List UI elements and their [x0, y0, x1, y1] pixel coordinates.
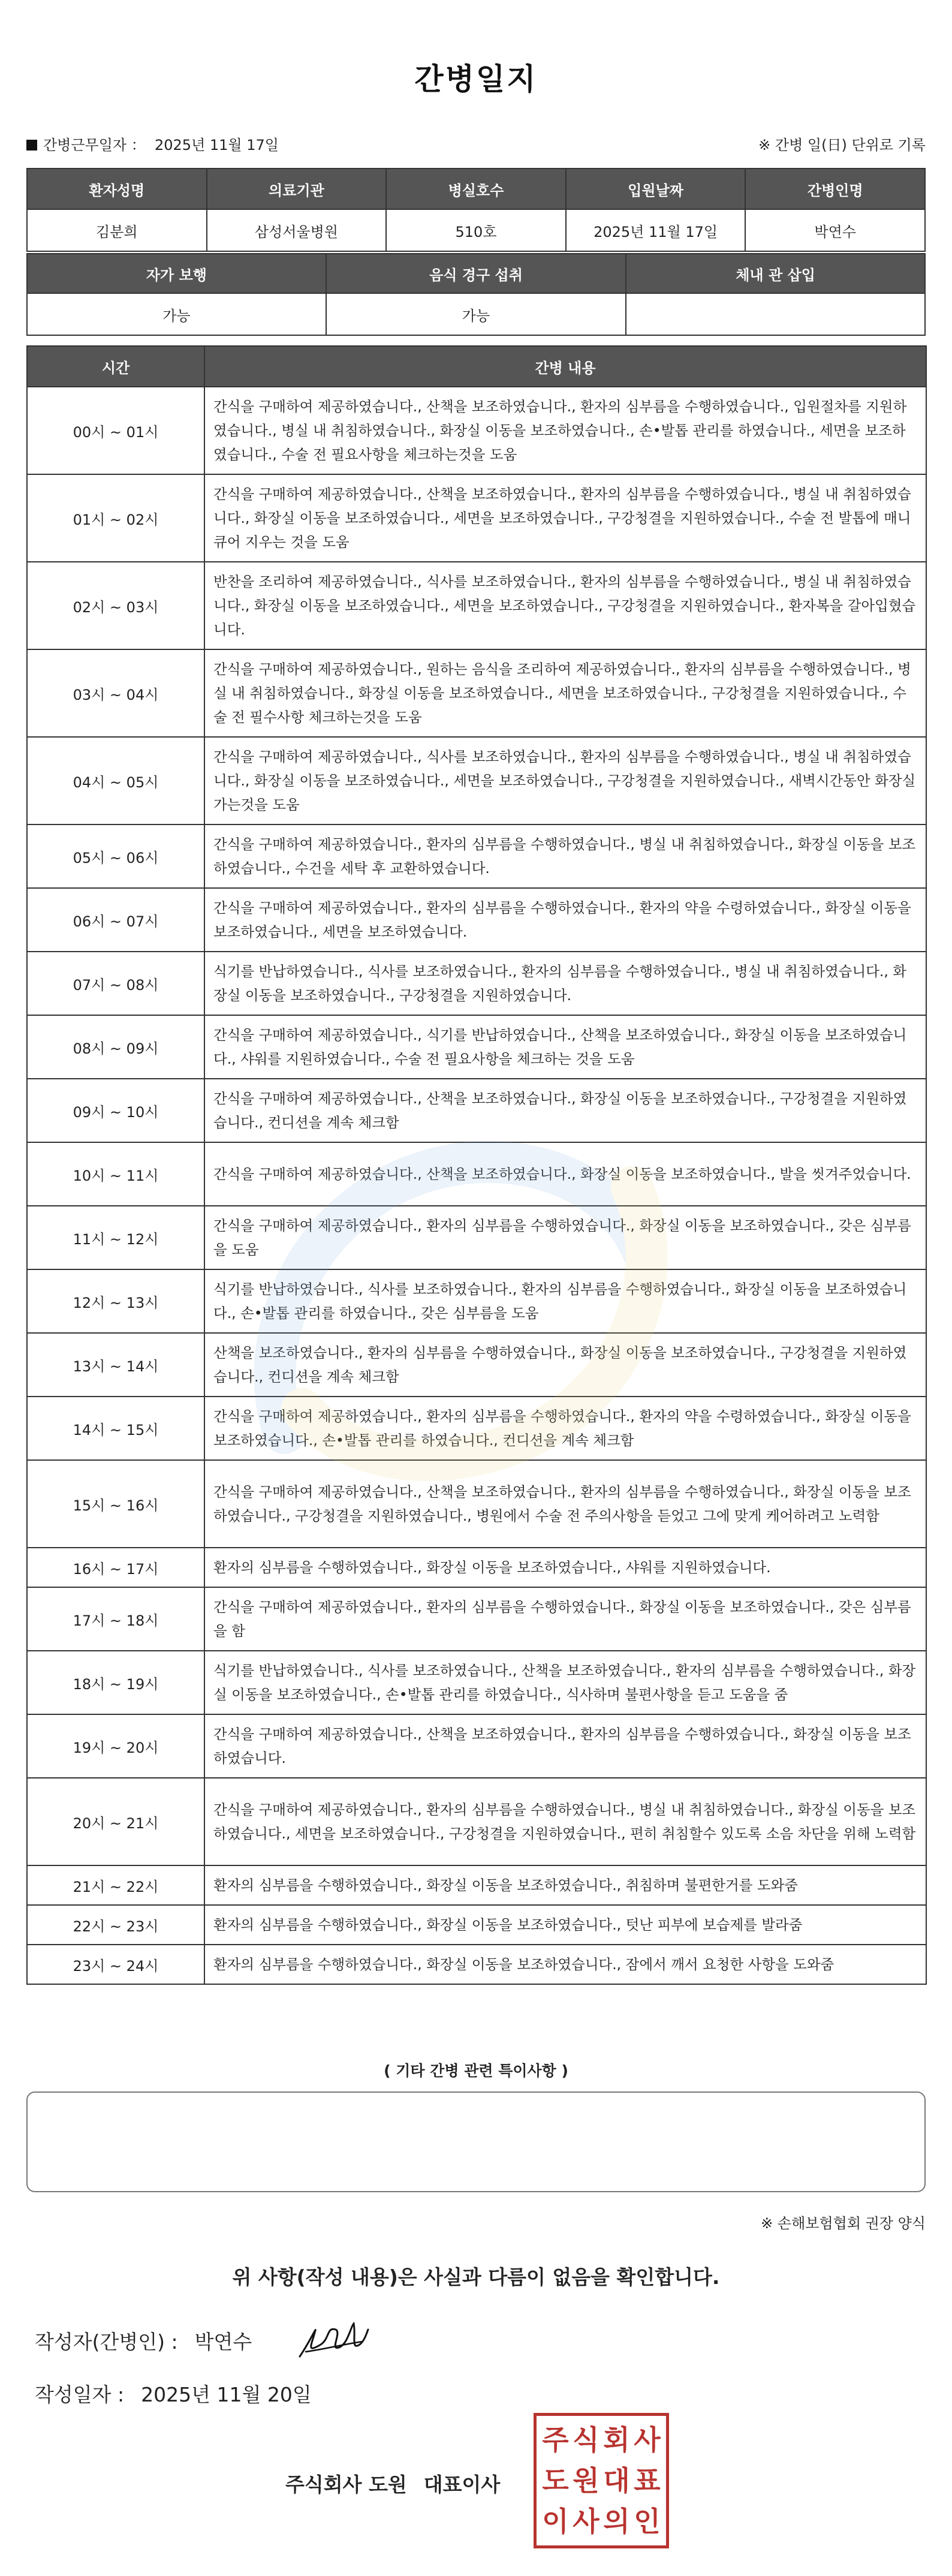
log-row — [27, 737, 926, 824]
confirmation-statement: 위 사항(작성 내용)은 사실과 다름이 없음을 확인합니다. — [232, 2265, 720, 2289]
square-bullet-icon — [26, 140, 37, 151]
log-content: 간식을 구매하여 제공하였습니다., 산책을 보조하였습니다., 환자의 심부름을 수행하였습니다., 화장실 이동을 보조하였습니다. — [204, 1714, 926, 1778]
log-time: 04시 ~ 05시 — [27, 737, 204, 824]
log-row — [27, 824, 926, 888]
signature-icon — [294, 2315, 372, 2369]
seal-char: 식 — [573, 2424, 599, 2456]
log-time: 14시 ~ 15시 — [27, 1397, 204, 1460]
log-content: 간식을 구매하여 제공하였습니다., 환자의 심부름을 수행하였습니다., 환자의 약을 수령하였습니다., 화장실 이동을 보조하였습니다., 손•발톱 관리를 하였습니다., 컨디션을 계속 체크함 — [204, 1397, 926, 1460]
oral-intake-value: 가능 — [326, 293, 626, 335]
log-time: 11시 ~ 12시 — [27, 1206, 204, 1269]
log-time: 10시 ~ 11시 — [27, 1142, 204, 1206]
log-content: 식기를 반납하였습니다., 식사를 보조하였습니다., 산책을 보조하였습니다., 환자의 심부름을 수행하였습니다., 화장실 이동을 보조하였습니다., 손•발톱 관리를 하였습니다., 식사하며 불편사항을 듣고 도움을 줌 — [204, 1651, 926, 1714]
log-content: 간식을 구매하여 제공하였습니다., 식기를 반납하였습니다., 산책을 보조하였습니다., 화장실 이동을 보조하였습니다., 샤워를 지원하였습니다., 수술 전 필요사항을 체크하는 것을 도움 — [204, 1015, 926, 1079]
log-content: 식기를 반납하였습니다., 식사를 보조하였습니다., 환자의 심부름을 수행하였습니다., 화장실 이동을 보조하였습니다., 손•발톱 관리를 하였습니다., 갖은 심부름을 도움 — [204, 1269, 926, 1333]
special-notes-title: ( 기타 간병 관련 특이사항 ) — [384, 2062, 568, 2080]
company-seal-icon — [534, 2413, 669, 2548]
caregiver-name: 박연수 — [745, 209, 925, 251]
log-row — [27, 888, 926, 952]
seal-char: 주 — [542, 2424, 569, 2456]
admission-date: 2025년 11월 17일 — [566, 209, 746, 251]
log-content: 간식을 구매하여 제공하였습니다., 원하는 음식을 조리하여 제공하였습니다., 환자의 심부름을 수행하였습니다., 병실 내 취침하였습니다., 화장실 이동을 보조하였습니다., 세면을 보조하였습니다., 구강청결을 지원하였습니다., 수술 전 필수사항 체크하는것을 도움 — [204, 649, 926, 737]
log-row — [27, 1206, 926, 1269]
work-date-label: 간병근무일자 ： — [43, 137, 146, 154]
seal-char: 의 — [603, 2505, 630, 2538]
log-time: 09시 ~ 10시 — [27, 1079, 204, 1142]
log-time: 16시 ~ 17시 — [27, 1548, 204, 1587]
tube-insertion-value — [626, 293, 925, 335]
log-row — [27, 649, 926, 737]
log-row — [27, 1333, 926, 1397]
company-line — [285, 2469, 500, 2497]
log-time: 23시 ~ 24시 — [27, 1945, 204, 1984]
tube-insertion-header: 체내 관 삽입 — [626, 254, 925, 293]
log-row — [27, 1651, 926, 1714]
log-time: 15시 ~ 16시 — [27, 1460, 204, 1548]
log-content: 간식을 구매하여 제공하였습니다., 환자의 심부름을 수행하였습니다., 환자의 약을 수령하였습니다., 화장실 이동을 보조하였습니다., 세면을 보조하였습니다. — [204, 888, 926, 952]
log-content: 반찬을 조리하여 제공하였습니다., 식사를 보조하였습니다., 환자의 심부름을 수행하였습니다., 병실 내 취침하였습니다., 화장실 이동을 보조하였습니다., 세면을 보조하였습니다., 구강청결을 지원하였습니다., 환자복을 갈아입혔습니다. — [204, 562, 926, 649]
log-content: 간식을 구매하여 제공하였습니다., 환자의 심부름을 수행하였습니다., 화장실 이동을 보조하였습니다., 갖은 심부름을 도움 — [204, 1206, 926, 1269]
log-time: 13시 ~ 14시 — [27, 1333, 204, 1397]
log-time: 01시 ~ 02시 — [27, 474, 204, 562]
work-date: 2025년 11월 17일 — [155, 137, 279, 154]
log-content: 간식을 구매하여 제공하였습니다., 산책을 보조하였습니다., 화장실 이동을 보조하였습니다., 구강청결을 지원하였습니다., 컨디션을 계속 체크함 — [204, 1079, 926, 1142]
content-header: 간병 내용 — [204, 346, 926, 387]
log-row — [27, 1865, 926, 1905]
log-row — [27, 1905, 926, 1945]
company-representative-title: 대표이사 — [423, 2473, 501, 2496]
log-time: 20시 ~ 21시 — [27, 1778, 204, 1865]
log-content: 환자의 심부름을 수행하였습니다., 화장실 이동을 보조하였습니다., 샤워를 지원하였습니다. — [204, 1548, 926, 1587]
log-time: 05시 ~ 06시 — [27, 824, 204, 888]
log-time: 03시 ~ 04시 — [27, 649, 204, 737]
log-content: 간식을 구매하여 제공하였습니다., 식사를 보조하였습니다., 환자의 심부름을 수행하였습니다., 병실 내 취침하였습니다., 화장실 이동을 보조하였습니다., 세면을 보조하였습니다., 구강청결을 지원하였습니다., 새벽시간동안 화장실 가는것을 도움 — [204, 737, 926, 824]
log-row — [27, 562, 926, 649]
seal-char: 사 — [634, 2424, 661, 2456]
self-walking-value: 가능 — [27, 293, 326, 335]
hospital-name: 삼성서울병원 — [207, 209, 387, 251]
log-content: 간식을 구매하여 제공하였습니다., 산책을 보조하였습니다., 환자의 심부름을 수행하였습니다., 병실 내 취침하였습니다., 화장실 이동을 보조하였습니다., 세면을 보조하였습니다., 구강청결을 지원하였습니다., 수술 전 발톱에 매니큐어 지우는 것을 도움 — [204, 474, 926, 562]
log-time: 18시 ~ 19시 — [27, 1651, 204, 1714]
seal-char: 도 — [542, 2464, 569, 2497]
log-content: 식기를 반납하였습니다., 식사를 보조하였습니다., 환자의 심부름을 수행하였습니다., 병실 내 취침하였습니다., 화장실 이동을 보조하였습니다., 구강청결을 지원하였습니다. — [204, 952, 926, 1015]
log-content: 간식을 구매하여 제공하였습니다., 산책을 보조하였습니다., 화장실 이동을 보조하였습니다., 발을 씻겨주었습니다. — [204, 1142, 926, 1206]
log-row — [27, 1587, 926, 1651]
log-content: 산책을 보조하였습니다., 환자의 심부름을 수행하였습니다., 화장실 이동을 보조하였습니다., 구강청결을 지원하였습니다., 컨디션을 계속 체크함 — [204, 1333, 926, 1397]
company-name: 주식회사 도원 — [285, 2473, 407, 2496]
written-date-label: 작성일자 : — [35, 2383, 125, 2406]
form-note: ※ 손해보험협회 권장 양식 — [761, 2215, 926, 2232]
self-walking-header: 자가 보행 — [27, 254, 326, 293]
written-date: 2025년 11월 20일 — [141, 2383, 312, 2406]
log-time: 07시 ~ 08시 — [27, 952, 204, 1015]
caregiver-name-header: 간병인명 — [745, 168, 925, 209]
caregiving-log-document — [26, 0, 926, 2576]
seal-char: 이 — [542, 2505, 569, 2538]
log-row — [27, 1079, 926, 1142]
seal-char: 회 — [603, 2424, 630, 2456]
log-content: 간식을 구매하여 제공하였습니다., 환자의 심부름을 수행하였습니다., 화장실 이동을 보조하였습니다., 갖은 심부름을 함 — [204, 1587, 926, 1651]
room-number-header: 병실호수 — [386, 168, 566, 209]
log-row — [27, 1714, 926, 1778]
log-content: 환자의 심부름을 수행하였습니다., 화장실 이동을 보조하였습니다., 텃난 피부에 보습제를 발라줌 — [204, 1905, 926, 1945]
writer-line — [35, 2327, 252, 2355]
log-time: 19시 ~ 20시 — [27, 1714, 204, 1778]
hospital-header: 의료기관 — [207, 168, 387, 209]
log-time: 22시 ~ 23시 — [27, 1905, 204, 1945]
log-row — [27, 1142, 926, 1206]
log-row — [27, 387, 926, 474]
time-header: 시간 — [27, 346, 204, 387]
header-meta — [26, 133, 926, 157]
log-row — [27, 1778, 926, 1865]
care-log-table — [26, 345, 927, 1985]
log-content: 환자의 심부름을 수행하였습니다., 화장실 이동을 보조하였습니다., 취침하며 불편한거를 도와줌 — [204, 1865, 926, 1905]
room-number: 510호 — [386, 209, 566, 251]
log-time: 17시 ~ 18시 — [27, 1587, 204, 1651]
log-row — [27, 1015, 926, 1079]
log-time: 08시 ~ 09시 — [27, 1015, 204, 1079]
unit-note: ※ 간병 일(日) 단위로 기록 — [758, 137, 926, 154]
log-row — [27, 474, 926, 562]
patient-name: 김분희 — [27, 209, 207, 251]
log-time: 06시 ~ 07시 — [27, 888, 204, 952]
ability-table — [26, 253, 926, 336]
patient-info-table — [26, 168, 926, 252]
oral-intake-header: 음식 경구 섭취 — [326, 254, 626, 293]
admission-date-header: 입원날짜 — [566, 168, 746, 209]
writer-label: 작성자(간병인) : — [35, 2330, 178, 2354]
log-row — [27, 952, 926, 1015]
written-date-line — [35, 2379, 312, 2408]
seal-char: 사 — [573, 2505, 599, 2538]
log-row — [27, 1548, 926, 1587]
document-title: 간병일지 — [414, 62, 538, 97]
seal-char: 대 — [603, 2464, 630, 2497]
log-time: 21시 ~ 22시 — [27, 1865, 204, 1905]
log-content: 간식을 구매하여 제공하였습니다., 산책을 보조하였습니다., 환자의 심부름을 수행하였습니다., 화장실 이동을 보조하였습니다., 구강청결을 지원하였습니다., 병원에서 수술 전 주의사항을 듣었고 그에 맞게 케어하려고 노력함 — [204, 1460, 926, 1548]
log-content: 환자의 심부름을 수행하였습니다., 화장실 이동을 보조하였습니다., 잠에서 깨서 요청한 사항을 도와줌 — [204, 1945, 926, 1984]
log-time: 00시 ~ 01시 — [27, 387, 204, 474]
seal-char: 인 — [634, 2505, 661, 2538]
log-row — [27, 1269, 926, 1333]
log-content: 간식을 구매하여 제공하였습니다., 환자의 심부름을 수행하였습니다., 병실 내 취침하였습니다., 화장실 이동을 보조하였습니다., 세면을 보조하였습니다., 구강청결을 지원하였습니다., 편히 취침할수 있도록 소음 차단을 위해 노력함 — [204, 1778, 926, 1865]
special-notes-box — [26, 2092, 926, 2192]
log-row — [27, 1397, 926, 1460]
log-row — [27, 1460, 926, 1548]
log-time: 12시 ~ 13시 — [27, 1269, 204, 1333]
seal-char: 표 — [634, 2464, 661, 2497]
log-time: 02시 ~ 03시 — [27, 562, 204, 649]
patient-name-header: 환자성명 — [27, 168, 207, 209]
writer-name: 박연수 — [194, 2330, 252, 2354]
seal-char: 원 — [573, 2464, 599, 2497]
log-row — [27, 1945, 926, 1984]
log-content: 간식을 구매하여 제공하였습니다., 환자의 심부름을 수행하였습니다., 병실 내 취침하였습니다., 화장실 이동을 보조하였습니다., 수건을 세탁 후 교환하였습니다. — [204, 824, 926, 888]
log-content: 간식을 구매하여 제공하였습니다., 산책을 보조하였습니다., 환자의 심부름을 수행하였습니다., 입원절차를 지원하였습니다., 병실 내 취침하였습니다., 화장실 이동을 보조하였습니다., 손•발톱 관리를 하였습니다., 세면을 보조하였습니다., 수술 전 필요사항을 체크하는것을 도움 — [204, 387, 926, 474]
